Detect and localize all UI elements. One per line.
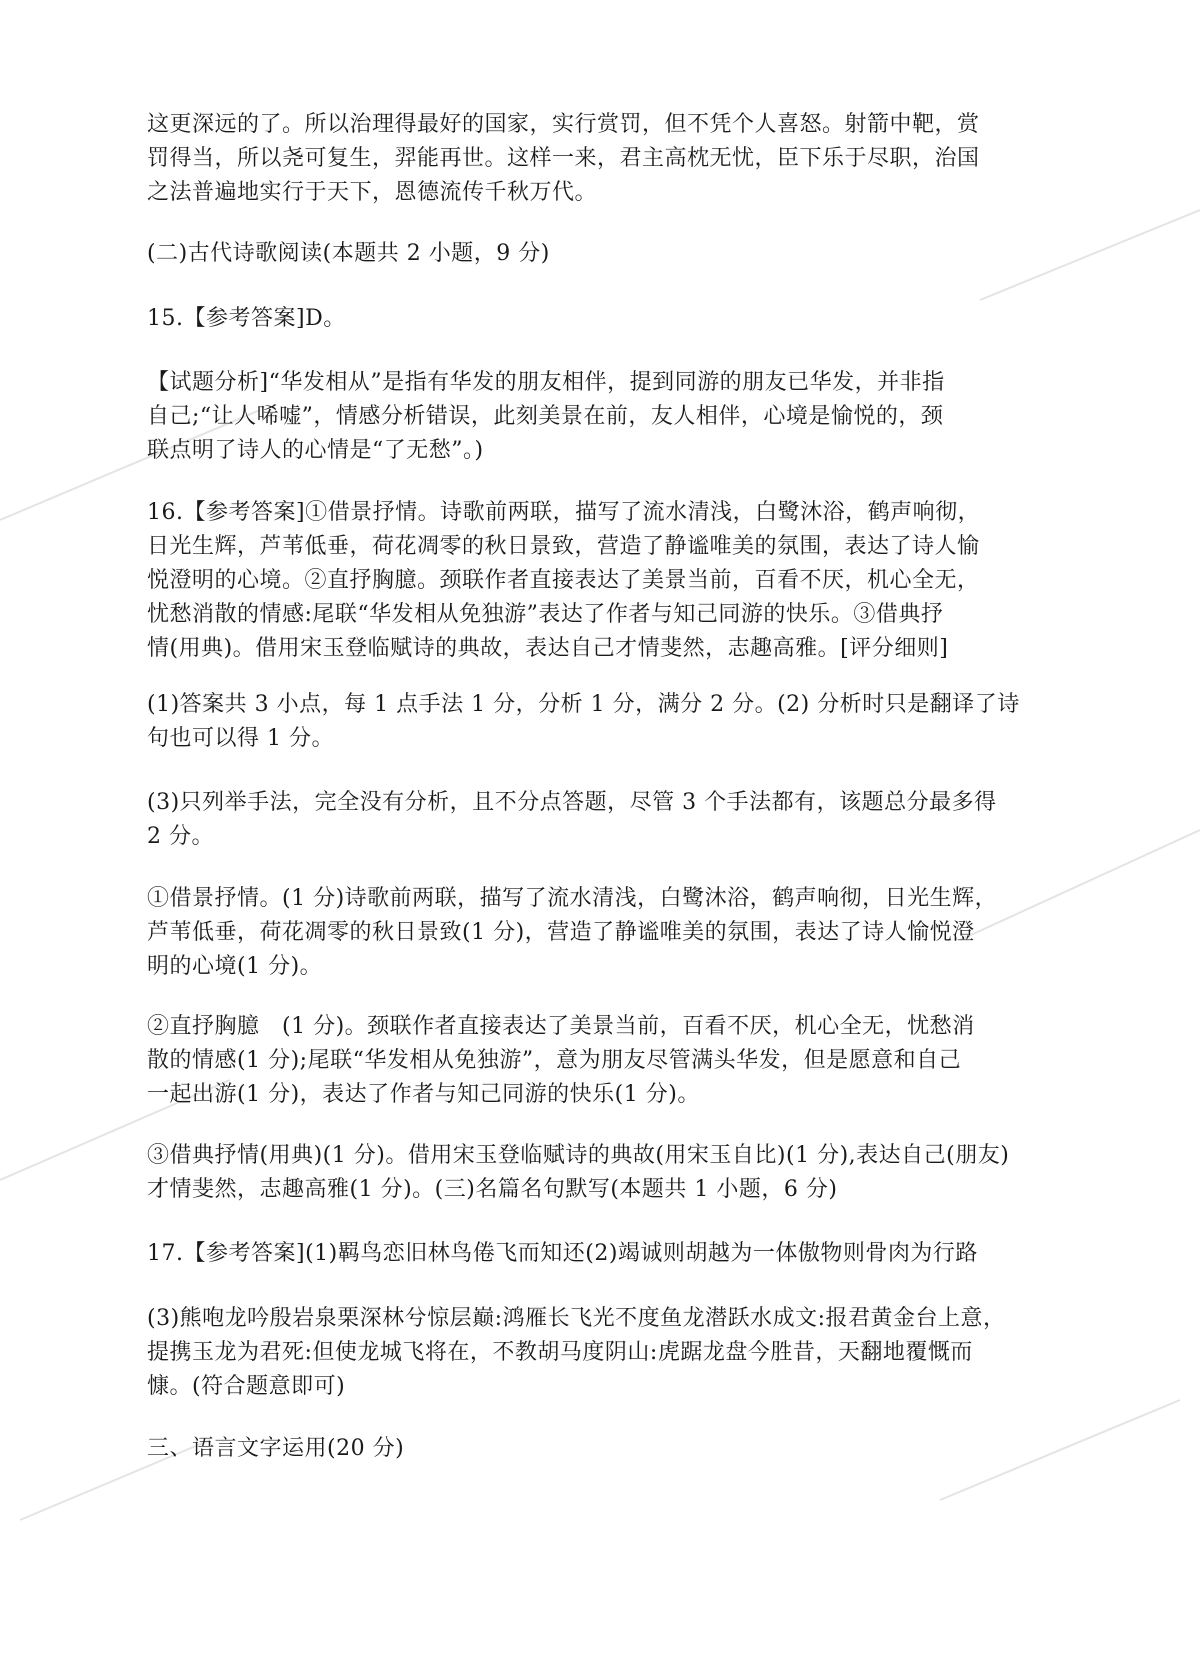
section-heading-language-use bbox=[147, 1432, 1027, 1466]
text-line: ①借景抒情。(1 分)诗歌前两联，描写了流水清浅，白鹭沐浴，鹤声响彻，日光生辉， bbox=[147, 886, 998, 911]
text-line: 这更深远的了。所以治理得最好的国家，实行赏罚，但不凭个人喜怒。射箭中靶，赏 bbox=[147, 112, 980, 137]
analysis-15 bbox=[147, 366, 1027, 468]
text-line: 罚得当，所以尧可复生，羿能再世。这样一来，君主高枕无忧，臣下乐于尽职，治国 bbox=[147, 146, 980, 171]
text-line: 17.【参考答案](1)羁鸟恋旧林鸟倦飞而知还(2)竭诚则胡越为一体傲物则骨肉为行路 bbox=[147, 1241, 978, 1266]
scoring-point-2 bbox=[147, 1010, 1027, 1112]
paragraph-translation-end bbox=[147, 108, 1027, 210]
text-line: 忧愁消散的情感:尾联“华发相从免独游”表达了作者与知己同游的快乐。③借典抒 bbox=[147, 602, 944, 627]
text-line: (二)古代诗歌阅读(本题共 2 小题，9 分) bbox=[147, 241, 550, 266]
text-line: 之法普遍地实行于天下，恩德流传千秋万代。 bbox=[147, 180, 598, 205]
answer-17 bbox=[147, 1237, 1027, 1271]
text-line: 句也可以得 1 分。 bbox=[147, 726, 334, 751]
text-line: 联点明了诗人的心情是“了无愁”。) bbox=[147, 438, 484, 463]
section-heading-poetry bbox=[147, 237, 1027, 271]
text-line: 日光生辉，芦苇低垂，荷花凋零的秋日景致，营造了静谧唯美的氛围，表达了诗人愉 bbox=[147, 534, 980, 559]
answer-15 bbox=[147, 302, 1027, 336]
text-line: 散的情感(1 分);尾联“华发相从免独游”，意为朋友尽管满头华发，但是愿意和自己 bbox=[147, 1048, 962, 1073]
scoring-rule-1-2 bbox=[147, 688, 1027, 756]
text-line: 一起出游(1 分)，表达了作者与知己同游的快乐(1 分)。 bbox=[147, 1082, 700, 1107]
text-line: 【试题分析]“华发相从”是指有华发的朋友相伴，提到同游的朋友已华发，并非指 bbox=[147, 370, 945, 395]
scoring-point-1 bbox=[147, 882, 1027, 984]
text-line: ③借典抒情(用典)(1 分)。借用宋玉登临赋诗的典故(用宋玉自比)(1 分),表达自己(朋友) bbox=[147, 1143, 1010, 1168]
text-line: 慷。(符合题意即可) bbox=[147, 1374, 346, 1399]
text-line: (1)答案共 3 小点，每 1 点手法 1 分，分析 1 分，满分 2 分。(2) 分析时只是翻译了诗 bbox=[147, 692, 1020, 717]
text-line: 16.【参考答案]①借景抒情。诗歌前两联，描写了流水清浅，白鹭沐浴，鹤声响彻， bbox=[147, 500, 981, 525]
scoring-rule-3 bbox=[147, 786, 1027, 854]
text-line: ②直抒胸臆 (1 分)。颈联作者直接表达了美景当前，百看不厌，机心全无，忧愁消 bbox=[147, 1014, 975, 1039]
text-line: 自己;“让人唏嘘”，情感分析错误，此刻美景在前，友人相伴，心境是愉悦的，颈 bbox=[147, 404, 944, 429]
text-line: 提携玉龙为君死:但使龙城飞将在，不教胡马度阴山:虎踞龙盘今胜昔，天翻地覆慨而 bbox=[147, 1340, 973, 1365]
answer-17-part-3 bbox=[147, 1302, 1027, 1404]
text-line: 情(用典)。借用宋玉登临赋诗的典故，表达自己才情斐然，志趣高雅。[评分细则] bbox=[147, 636, 949, 661]
text-line: 2 分。 bbox=[147, 824, 214, 849]
text-line: 才情斐然，志趣高雅(1 分)。(三)名篇名句默写(本题共 1 小题，6 分) bbox=[147, 1177, 838, 1202]
text-line: 芦苇低垂，荷花凋零的秋日景致(1 分)，营造了静谧唯美的氛围，表达了诗人愉悦澄 bbox=[147, 920, 975, 945]
text-line: 悦澄明的心境。②直抒胸臆。颈联作者直接表达了美景当前，百看不厌，机心全无， bbox=[147, 568, 980, 593]
text-line: 三、语言文字运用(20 分) bbox=[147, 1436, 405, 1461]
text-line: (3)只列举手法，完全没有分析，且不分点答题，尽管 3 个手法都有，该题总分最多得 bbox=[147, 790, 997, 815]
text-line: (3)熊咆龙吟殷岩泉栗深林兮惊层巅:鸿雁长飞光不度鱼龙潜跃水成文:报君黄金台上意， bbox=[147, 1306, 1006, 1331]
text-line: 明的心境(1 分)。 bbox=[147, 954, 323, 979]
scoring-point-3 bbox=[147, 1139, 1027, 1207]
answer-16 bbox=[147, 496, 1027, 666]
text-line: 15.【参考答案]D。 bbox=[147, 306, 346, 331]
